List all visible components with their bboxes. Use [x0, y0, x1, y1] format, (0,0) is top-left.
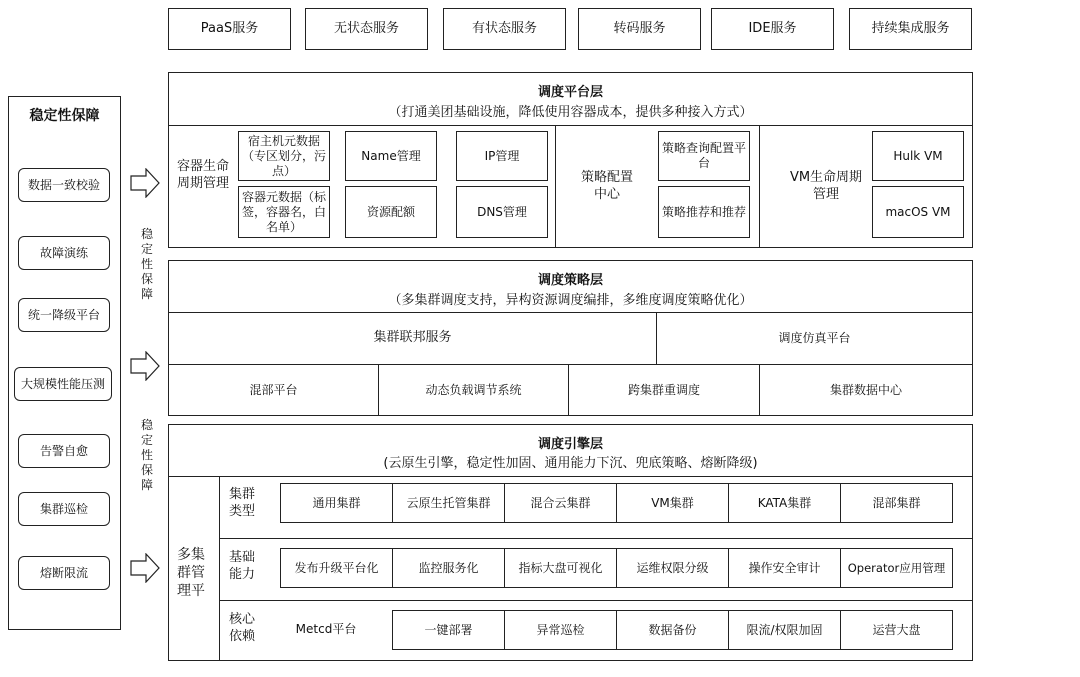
core-dependency-cell: 限流/权限加固 — [728, 610, 841, 650]
cluster-type-cell: 混合云集群 — [504, 483, 617, 523]
stability-item: 告警自愈 — [18, 434, 110, 468]
stability-side-label: 稳 定 性 保 障 — [140, 418, 153, 492]
cluster-type-cell: KATA集群 — [728, 483, 841, 523]
basic-capability-cell: 指标大盘可视化 — [504, 548, 617, 588]
container-metadata-box: 容器元数据（标签，容器名，白名单） — [238, 186, 330, 238]
platform-layer-title: 调度平台层 — [537, 85, 603, 100]
platform-layer-subtitle: （打通美团基础设施，降低使用容器成本，提供多种接入方式） — [388, 105, 753, 120]
host-metadata-box: 宿主机元数据（专区划分，污点） — [238, 131, 330, 181]
engine-layer-subtitle: (云原生引擎，稳定性加固、通用能力下沉、兜底策略、熔断降级) — [383, 456, 758, 471]
arrow-right-icon — [130, 168, 160, 198]
core-dependency-cell: 运营大盘 — [840, 610, 953, 650]
macos-vm-box: macOS VM — [872, 186, 964, 238]
basic-capability-cell: Operator应用管理 — [840, 548, 953, 588]
name-mgmt-box: Name管理 — [345, 131, 437, 181]
core-dependency-cell: 一键部署 — [392, 610, 505, 650]
stability-item: 大规模性能压测 — [14, 367, 112, 401]
basic-capability-cell: 监控服务化 — [392, 548, 505, 588]
cluster-type-cell: 云原生托管集群 — [392, 483, 505, 523]
core-dependency-cell: 异常巡检 — [504, 610, 617, 650]
policy-recommend-box: 策略推荐和推荐 — [658, 186, 750, 238]
service-box-ci: 持续集成服务 — [849, 8, 972, 50]
stability-side-label: 稳 定 性 保 障 — [140, 227, 153, 301]
core-dependency-cell: Metcd平台 — [295, 621, 357, 636]
policy-layer-subtitle: （多集群调度支持，异构资源调度编排，多维度调度策略优化） — [388, 293, 753, 308]
stability-item: 故障演练 — [18, 236, 110, 270]
basic-capability-cell: 运维权限分级 — [616, 548, 729, 588]
row-label-basic-capability: 基础能力 — [229, 550, 256, 582]
service-box-ide: IDE服务 — [711, 8, 834, 50]
simulation-cell: 调度仿真平台 — [778, 331, 851, 345]
stability-title: 稳定性保障 — [29, 108, 100, 124]
vm-lifecycle-label: VM生命周期管理 — [789, 170, 863, 202]
data-center-cell: 集群数据中心 — [829, 382, 902, 397]
service-box-paas: PaaS服务 — [168, 8, 291, 50]
cluster-type-cell: 混部集群 — [840, 483, 953, 523]
arrow-right-icon — [130, 553, 160, 583]
policy-query-box: 策略查询配置平台 — [658, 131, 750, 181]
resource-quota-box: 资源配额 — [345, 186, 437, 238]
engine-layer-title: 调度引擎层 — [537, 437, 603, 452]
stability-item: 熔断限流 — [18, 556, 110, 590]
policy-center-label: 策略配置中心 — [580, 170, 633, 202]
federation-cell: 集群联邦服务 — [373, 330, 452, 346]
row-label-cluster-type: 集群类型 — [229, 487, 256, 519]
service-box-transcode: 转码服务 — [578, 8, 701, 50]
colocation-cell: 混部平台 — [249, 382, 298, 397]
dns-mgmt-box: DNS管理 — [456, 186, 548, 238]
multi-cluster-label: 多集群管理平 — [177, 546, 205, 600]
policy-layer-title: 调度策略层 — [537, 273, 603, 288]
row-label-core-dependency: 核心依赖 — [229, 612, 256, 644]
cross-cluster-cell: 跨集群重调度 — [627, 382, 700, 397]
ip-mgmt-box: IP管理 — [456, 131, 548, 181]
basic-capability-cell: 发布升级平台化 — [280, 548, 393, 588]
stability-item: 数据一致校验 — [18, 168, 110, 202]
arrow-right-icon — [130, 351, 160, 381]
cluster-type-cell: VM集群 — [616, 483, 729, 523]
stability-item: 集群巡检 — [18, 492, 110, 526]
service-box-stateful: 有状态服务 — [443, 8, 566, 50]
container-lifecycle-label: 容器生命周期管理 — [176, 159, 229, 191]
core-dependency-cell: 数据备份 — [616, 610, 729, 650]
service-box-stateless: 无状态服务 — [305, 8, 428, 50]
cluster-type-cell: 通用集群 — [280, 483, 393, 523]
hulk-vm-box: Hulk VM — [872, 131, 964, 181]
stability-item: 统一降级平台 — [18, 298, 110, 332]
basic-capability-cell: 操作安全审计 — [728, 548, 841, 588]
dynamic-load-cell: 动态负载调节系统 — [425, 382, 522, 397]
